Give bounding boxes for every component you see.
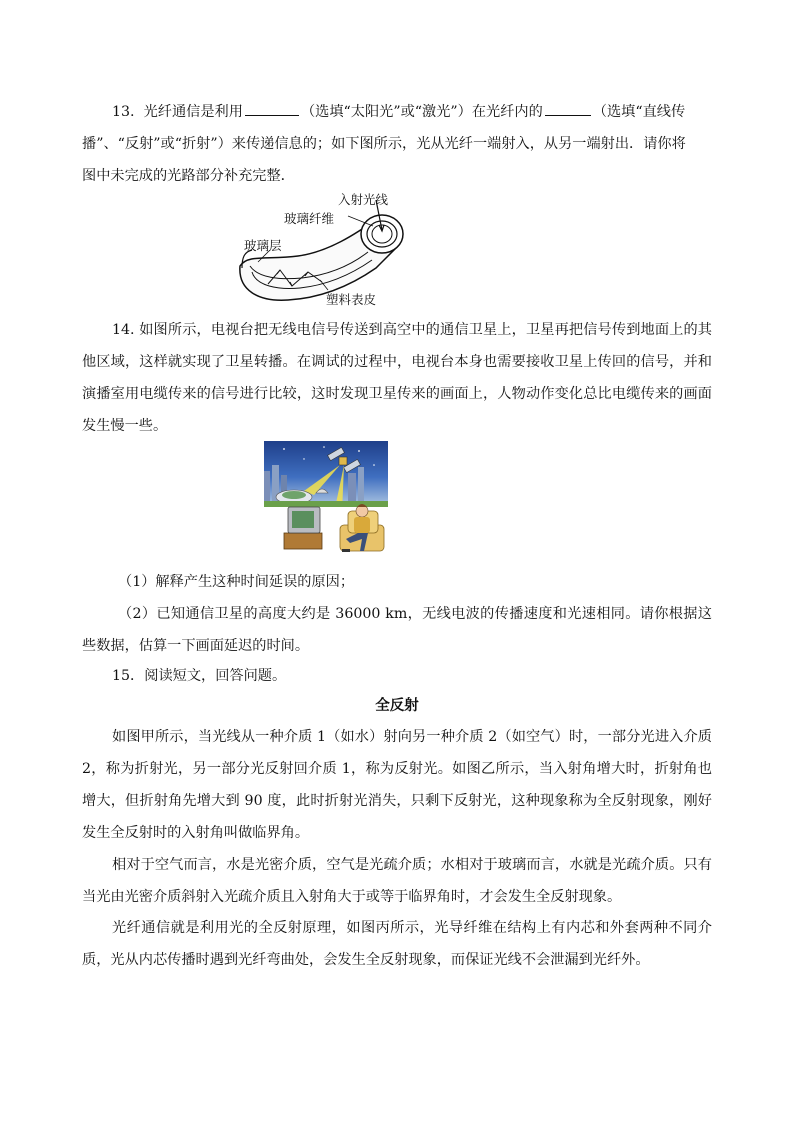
q15-article-title: 全反射 bbox=[375, 697, 419, 714]
label-incident-ray: 入射光线 bbox=[338, 192, 389, 207]
q13-line3: 图中未完成的光路部分补充完整． bbox=[82, 168, 295, 184]
q14-paragraph: 14. 如图所示，电视台把无线电信号传送到高空中的通信卫星上，卫星再把信号传到地面上的其他区域，这样就实现了卫星转播。在调试的过程中，电视台本身也需要接收卫星上传回的信号，并和演播室用电缆传来的信号进行比较，这时发现卫星传来的画面上，人物动作变化总比电缆传来的画面发生慢一些。 bbox=[82, 322, 712, 434]
q13-line1: 13. 光纤通信是利用 （选填“太阳光”或“激光”）在光纤内的 （选填“直线传 bbox=[112, 104, 686, 120]
satellite-broadcast-illustration bbox=[264, 441, 388, 557]
q15-paragraph-1: 如图甲所示，当光线从一种介质 1（如水）射向另一种介质 2（如空气）时，一部分光进入介质 2，称为折射光，另一部分光反射回介质 1，称为反射光。如图乙所示，当入射角增大时，折射角也增大，但折射角先增大到 90 度，此时折射光消失，只剩下反射光，这种现象称为全反射现象，刚好发生全反射时的入射角叫做临界角。 bbox=[82, 729, 712, 841]
q13-number: 13. bbox=[112, 104, 135, 120]
q15-intro: 15．阅读短文，回答问题。 bbox=[112, 668, 287, 684]
label-glass-layer: 玻璃层 bbox=[244, 238, 282, 253]
television-icon bbox=[288, 507, 320, 533]
q13-line2: 播”、“反射”或“折射”）来传递信息的；如下图所示，光从光纤一端射入，从另一端射出．请你将 bbox=[82, 136, 686, 152]
q14-sub2: （2）已知通信卫星的高度大约是 36000 km，无线电波的传播速度和光速相同。请你根据这些数据，估算一下画面延迟的时间。 bbox=[82, 606, 712, 654]
q15-paragraph-3: 光纤通信就是利用光的全反射原理，如图丙所示，光导纤维在结构上有内芯和外套两种不同介质，光从内芯传播时遇到光纤弯曲处，会发生全反射现象，而保证光线不会泄漏到光纤外。 bbox=[82, 920, 712, 968]
q13-blank-1 bbox=[245, 103, 299, 116]
label-plastic-sheath: 塑料表皮 bbox=[326, 292, 377, 307]
q15-number: 15． bbox=[112, 668, 145, 684]
optical-fiber-figure bbox=[228, 186, 418, 310]
q13-blank-2 bbox=[545, 103, 591, 116]
q14-number: 14. bbox=[112, 322, 135, 338]
q14-sub1: （1）解释产生这种时间延误的原因； bbox=[118, 574, 355, 590]
label-glass-fiber: 玻璃纤维 bbox=[284, 211, 335, 226]
q15-paragraph-2: 相对于空气而言，水是光密介质，空气是光疏介质；水相对于玻璃而言，水就是光疏介质。只有当光由光密介质斜射入光疏介质且入射角大于或等于临界角时，才会发生全反射现象。 bbox=[82, 857, 712, 905]
